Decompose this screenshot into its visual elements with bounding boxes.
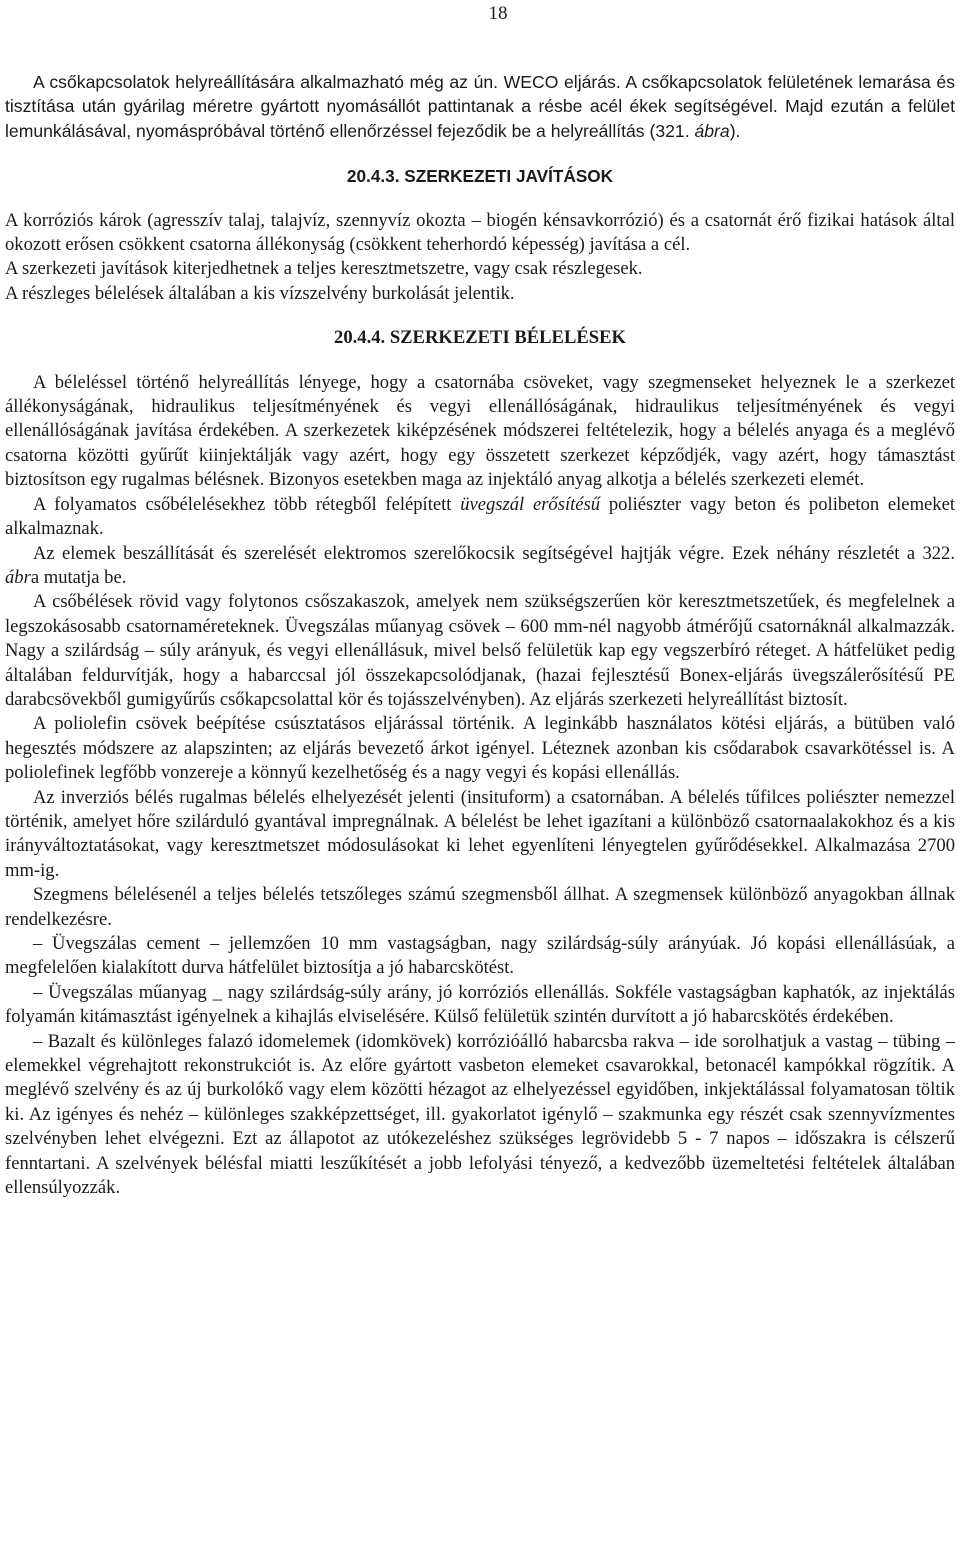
section-heading-structural-repairs: 20.4.3. SZERKEZETI JAVÍTÁSOK xyxy=(346,166,614,187)
intro-text-1: A csőkapcsolatok helyreállítására alkalmazható még az ún. WECO eljárás. A csőkapcsolatok felületének lemarása és tisztítása után gyárilag méretre gyártott nyomásállót pattintanak a résbe acél ékek segítségével. Majd ezután a felület lemunkálásával, nyomáspróbával történő ellenőrzéssel fejeződik be a helyreállítás (321. xyxy=(5,72,955,141)
section1-paragraph-3: A részleges bélelések általában a kis vízszelvény burkolását jelentik. xyxy=(5,282,515,304)
section2-paragraph-5: A poliolefin csövek beépítése csúsztatásos eljárással történik. A leginkább használatos kötési eljárás, a bütüben való hegesztés módszere az alapszinten; az eljárás bevezető árkot igényel. Léteznek azonban kis csődarabok csavarkötéssel is. A poliolefinek legfőbb vonzereje a könnyű kezelhetőség és a nagy vegyi és kopási ellenállás. xyxy=(5,713,955,784)
section2-list-item-glass-fibre-plastic: – Üvegszálas műanyag _ nagy szilárdság-súly arány, jó korróziós ellenállás. Sokféle vastagságban kaphatók, az injektálás folyamán kitámasztást igényelnek a kihajlás elviselésére. Külső felületük szintén durvított a jó habarcskötés érdekében. xyxy=(5,981,955,1028)
section2-p2-text-a: A folyamatos csőbélelésekhez több rétegből felépített xyxy=(33,493,461,515)
section2-paragraph-2 xyxy=(5,493,955,542)
section2-paragraph-1: A béleléssel történő helyreállítás lényege, hogy a csatornába csöveket, vagy szegmenseket helyeznek le a szerkezet állékonyságának, hidraulikus teljesítményének és vegyi ellenállóságának, hidraulikus teljesítményének és vegyi ellenállóságának javítása érdekében. A szerkezetek kiképzésének módszerei feltételezik, hogy a bélelés anyaga és a meglévő csatorna közötti gyűrűt kiinjektálják vagy azért, hogy egy összetett szerkezet képződjék, vagy azért, hogy támasztást biztosítson egy rugalmas bélésnek. Bizonyos esetekben maga az injektáló anyag alkotja a bélelés szerkezeti elemét. xyxy=(5,371,955,491)
section2-p3-text-b: a mutatja be. xyxy=(30,566,127,588)
intro-paragraph xyxy=(5,70,955,143)
section2-list-item-basalt-elements: – Bazalt és különleges falazó idomelemek (idomkövek) korrózióálló habarcsba rakva – ide sorolhatjuk a vastag – tübing – elemekkel végrehajtott rekonstrukciót is. Az előre gyártott vasbeton elemeket csavarokkal, betonacél kampókkal rögzítik. A meglévő szelvény és az új burkolókő vagy elem közötti hézagot az elhelyezéssel egyidőben, inkjektálással folyamatosan töltik ki. Az igényes és nehéz – különleges szakképzettséget, ill. gyakorlatot igénylő – szakmunka egy részét csak szennyvízmentes szelvényben lehet elvégezni. Ezt az állapotot az utókezeléshez szükséges legrövidebb 5 - 7 napos – időszakra is célszerű fenntartani. A szelvények bélésfal miatti leszűkítését a jobb lefolyási tényező, a kedvezőbb üzemeltetési feltételek általában ellensúlyozzák. xyxy=(5,1030,955,1199)
page-content xyxy=(5,70,955,1200)
section2-paragraph-7: Szegmens bélelésenél a teljes bélelés tetszőleges számú szegmensből állhat. A szegmensek különböző anyagokban állnak rendelkezésre. xyxy=(5,884,955,930)
section1-paragraph-2: A szerkezeti javítások kiterjedhetnek a teljes keresztmetszetre, vagy csak részlegesek. xyxy=(5,258,643,280)
section2-paragraph-3 xyxy=(5,542,955,591)
section2-p2-italic: üvegszál erősítésű xyxy=(460,493,601,515)
section2-paragraph-6: Az inverziós bélés rugalmas bélelés elhelyezését jelenti (insituform) a csatornában. A bélelés tűfilces poliészter nemezzel történik, amelyet hőre szilárduló gyantával impregnálnak. A bélelést be lehet igazítani a különböző csatornaalakokhoz és a kis irányváltoztatásokat, vagy keresztmetszet módosulásokat ki lehet egyenlíteni lényegtelen gyűrődésekkel. Alkalmazása 2700 mm-ig. xyxy=(5,786,955,881)
intro-text-2: ). xyxy=(729,120,741,141)
intro-figure-ref: ábra xyxy=(694,120,730,141)
section2-p2-text-b: poliészter vagy beton és polibeton elemeket alkalmaznak. xyxy=(5,493,955,540)
section2-list-item-glass-fibre-cement: – Üvegszálas cement – jellemzően 10 mm vastagságban, nagy szilárdság-súly arányúak. Jó kopási ellenállásúak, a megfelelően kialakított durva hátfelület biztosítja a jó habarcskötést. xyxy=(5,933,955,979)
section2-p3-text-a: Az elemek beszállítását és szerelését elektromos szerelőkocsik segítségével hajtják végre. Ezek néhány részletét a 322. xyxy=(33,542,955,564)
section2-p3-figure-ref: ábr xyxy=(5,566,31,588)
section2-paragraph-4: A csőbélések rövid vagy folytonos csőszakaszok, amelyek nem szükségszerűen kör keresztmetszetűek, és megfelelnek a legszokásosabb csatornaméreteknek. Üvegszálas műanyag csövek – 600 mm-nél nagyobb átmérőjű csatornáknál alkalmazzák. Nagy a szilárdság – súly arányuk, és vegyi ellenállásuk, mivel belső felületük kap egy vegszerbíró réteget. A hátfelüket pedig általában feldurvítják, hogy a habarccsal jól összekapcsolódjanak, (hazai fejlesztésű Bonex-eljárás üvegszálerősítésű PE darabcsövekből gumigyűrűs csőkapcsolattal kör és tojásszelvényben). Az eljárás szerkezeti helyreállítást biztosít. xyxy=(5,591,955,710)
section-heading-structural-linings: 20.4.4. SZERKEZETI BÉLELÉSEK xyxy=(334,327,626,349)
section1-paragraph-1: A korróziós károk (agresszív talaj, talajvíz, szennyvíz okozta – biogén kénsavkorrózió) és a csatornát érő fizikai hatások által okozott erősen csökkent csatorna állékonyság (csökkent teherhordó képesség) javítása a cél. xyxy=(5,209,955,256)
page-number: 18 xyxy=(488,3,508,24)
